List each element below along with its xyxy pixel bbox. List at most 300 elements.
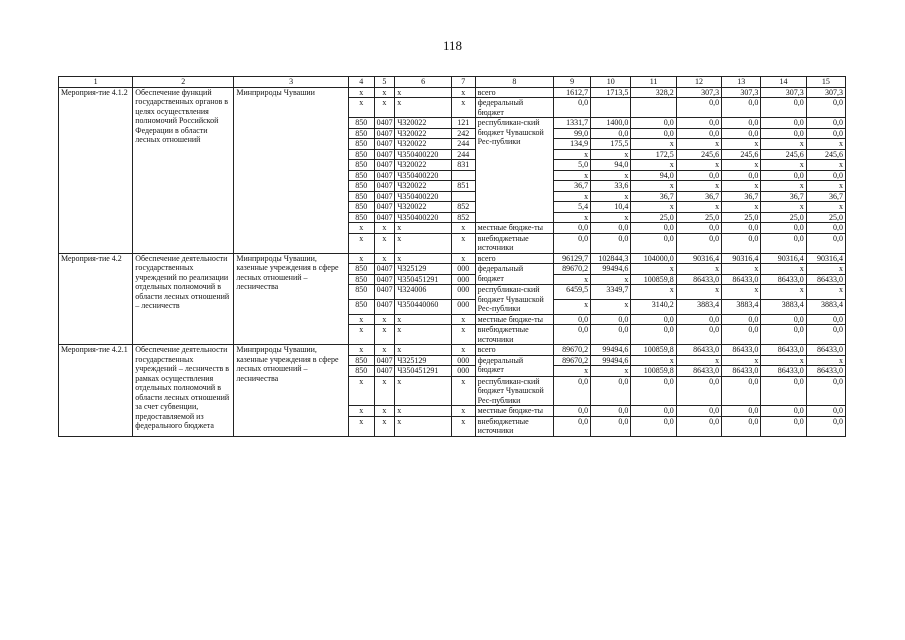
amount-cell: 0,0 xyxy=(761,233,806,253)
amount-cell: 99494,6 xyxy=(591,264,631,275)
amount-cell: x xyxy=(631,181,676,192)
code-cell: Ч320022 xyxy=(395,202,452,213)
amount-cell: 36,7 xyxy=(722,191,761,202)
amount-cell: 1400,0 xyxy=(591,118,631,129)
amount-cell: x xyxy=(554,212,591,223)
code-cell: 0407 xyxy=(374,191,395,202)
header-cell: 12 xyxy=(676,77,721,88)
amount-cell: 0,0 xyxy=(722,223,761,234)
amount-cell: x xyxy=(761,285,806,300)
amount-cell: x xyxy=(722,181,761,192)
funding-source-cell: федеральный бюджет xyxy=(475,98,553,118)
funding-source-cell: всего xyxy=(475,345,553,356)
code-cell xyxy=(451,191,475,202)
code-cell: x xyxy=(395,376,452,406)
amount-cell: x xyxy=(554,274,591,285)
funding-source-cell: республикан-ский бюджет Чувашской Рес-публики xyxy=(475,285,553,315)
amount-cell xyxy=(631,98,676,118)
amount-cell: 0,0 xyxy=(676,314,721,325)
header-cell: 7 xyxy=(451,77,475,88)
amount-cell: 0,0 xyxy=(806,170,845,181)
amount-cell: 0,0 xyxy=(554,325,591,345)
amount-cell: 0,0 xyxy=(591,406,631,417)
header-cell: 11 xyxy=(631,77,676,88)
amount-cell: x xyxy=(722,160,761,171)
code-cell: 850 xyxy=(348,202,374,213)
amount-cell: 0,0 xyxy=(806,98,845,118)
amount-cell: 102844,3 xyxy=(591,253,631,264)
amount-cell: x xyxy=(631,202,676,213)
amount-cell: 0,0 xyxy=(631,233,676,253)
code-cell: x xyxy=(348,376,374,406)
amount-cell: x xyxy=(591,170,631,181)
amount-cell: 0,0 xyxy=(806,314,845,325)
amount-cell: 0,0 xyxy=(722,233,761,253)
budget-table xyxy=(58,76,846,437)
code-cell: x xyxy=(451,253,475,264)
amount-cell: 0,0 xyxy=(722,376,761,406)
code-cell: x xyxy=(374,314,395,325)
code-cell: 244 xyxy=(451,149,475,160)
header-cell: 6 xyxy=(395,77,452,88)
amount-cell: 90316,4 xyxy=(722,253,761,264)
code-cell: 000 xyxy=(451,355,475,366)
amount-cell: x xyxy=(761,202,806,213)
amount-cell: 0,0 xyxy=(806,118,845,129)
code-cell: 000 xyxy=(451,274,475,285)
amount-cell: x xyxy=(591,212,631,223)
table-row xyxy=(59,253,846,264)
amount-cell: 0,0 xyxy=(631,128,676,139)
amount-cell: 0,0 xyxy=(676,376,721,406)
event-number-cell: Мероприя-тие 4.1.2 xyxy=(59,87,133,253)
amount-cell: 0,0 xyxy=(591,223,631,234)
code-cell: 852 xyxy=(451,202,475,213)
code-cell: 0407 xyxy=(374,202,395,213)
event-name-cell: Обеспечение деятельности государственных учреждений – лесничеств в рамках осуществления отдельных полномочий в области лесных отношений за счет субвенции, предоставляемой из федерального бюджета xyxy=(133,345,234,437)
code-cell: 0407 xyxy=(374,160,395,171)
code-cell: 244 xyxy=(451,139,475,150)
code-cell: x xyxy=(374,416,395,436)
code-cell: x xyxy=(374,233,395,253)
amount-cell: x xyxy=(676,285,721,300)
amount-cell: 0,0 xyxy=(554,223,591,234)
header-cell: 4 xyxy=(348,77,374,88)
code-cell: 0407 xyxy=(374,264,395,275)
code-cell: x xyxy=(374,376,395,406)
code-cell: 121 xyxy=(451,118,475,129)
code-cell: 850 xyxy=(348,366,374,377)
header-cell: 13 xyxy=(722,77,761,88)
amount-cell: x xyxy=(591,274,631,285)
amount-cell: x xyxy=(631,285,676,300)
code-cell: x xyxy=(395,87,452,98)
amount-cell: 0,0 xyxy=(676,416,721,436)
header-cell: 1 xyxy=(59,77,133,88)
amount-cell: 0,0 xyxy=(722,98,761,118)
code-cell: x xyxy=(451,325,475,345)
event-number-cell: Мероприя-тие 4.2.1 xyxy=(59,345,133,437)
amount-cell: 3140,2 xyxy=(631,299,676,314)
amount-cell: x xyxy=(722,202,761,213)
code-cell: Ч350451291 xyxy=(395,274,452,285)
code-cell: x xyxy=(374,325,395,345)
code-cell: x xyxy=(395,223,452,234)
amount-cell: 100859,8 xyxy=(631,274,676,285)
amount-cell: 307,3 xyxy=(806,87,845,98)
funding-source-cell: республикан-ский бюджет Чувашской Рес-публики xyxy=(475,118,553,223)
header-cell: 10 xyxy=(591,77,631,88)
code-cell: 850 xyxy=(348,264,374,275)
amount-cell: 0,0 xyxy=(676,233,721,253)
amount-cell: 0,0 xyxy=(722,314,761,325)
amount-cell: x xyxy=(676,160,721,171)
amount-cell: x xyxy=(676,181,721,192)
amount-cell: x xyxy=(676,264,721,275)
amount-cell: 0,0 xyxy=(591,325,631,345)
amount-cell: 245,6 xyxy=(761,149,806,160)
amount-cell: 36,7 xyxy=(554,181,591,192)
amount-cell: 0,0 xyxy=(761,416,806,436)
amount-cell: 175,5 xyxy=(591,139,631,150)
header-cell: 3 xyxy=(234,77,348,88)
code-cell: x xyxy=(348,98,374,118)
code-cell: x xyxy=(451,376,475,406)
code-cell: x xyxy=(451,345,475,356)
amount-cell: 0,0 xyxy=(761,98,806,118)
amount-cell: 0,0 xyxy=(591,128,631,139)
amount-cell: 6459,5 xyxy=(554,285,591,300)
amount-cell: x xyxy=(761,355,806,366)
event-number-cell: Мероприя-тие 4.2 xyxy=(59,253,133,345)
amount-cell: 86433,0 xyxy=(806,345,845,356)
code-cell: x xyxy=(395,233,452,253)
amount-cell: x xyxy=(631,160,676,171)
amount-cell: 245,6 xyxy=(806,149,845,160)
amount-cell: x xyxy=(761,264,806,275)
code-cell: Ч350400220 xyxy=(395,191,452,202)
code-cell: 850 xyxy=(348,191,374,202)
code-cell: Ч320022 xyxy=(395,160,452,171)
code-cell: x xyxy=(348,314,374,325)
code-cell: 850 xyxy=(348,149,374,160)
amount-cell: 3883,4 xyxy=(676,299,721,314)
amount-cell: 307,3 xyxy=(676,87,721,98)
code-cell: 0407 xyxy=(374,285,395,300)
amount-cell: 90316,4 xyxy=(761,253,806,264)
code-cell: x xyxy=(395,416,452,436)
amount-cell: 0,0 xyxy=(591,233,631,253)
table-row xyxy=(59,87,846,98)
code-cell: Ч320022 xyxy=(395,118,452,129)
code-cell xyxy=(451,170,475,181)
amount-cell: 0,0 xyxy=(631,376,676,406)
code-cell: 831 xyxy=(451,160,475,171)
amount-cell: x xyxy=(631,139,676,150)
amount-cell: 0,0 xyxy=(631,223,676,234)
amount-cell: 86433,0 xyxy=(722,345,761,356)
amount-cell: 86433,0 xyxy=(676,274,721,285)
amount-cell: x xyxy=(806,264,845,275)
header-cell: 15 xyxy=(806,77,845,88)
amount-cell: 25,0 xyxy=(806,212,845,223)
amount-cell: 36,7 xyxy=(631,191,676,202)
funding-source-cell: внебюджетные источники xyxy=(475,233,553,253)
code-cell: x xyxy=(374,98,395,118)
amount-cell: 86433,0 xyxy=(676,366,721,377)
amount-cell: 328,2 xyxy=(631,87,676,98)
amount-cell: 0,0 xyxy=(554,98,591,118)
code-cell: x xyxy=(374,406,395,417)
code-cell: x xyxy=(395,406,452,417)
amount-cell: 0,0 xyxy=(676,118,721,129)
amount-cell: 99494,6 xyxy=(591,355,631,366)
amount-cell: 0,0 xyxy=(761,376,806,406)
code-cell: x xyxy=(374,87,395,98)
amount-cell: 0,0 xyxy=(554,314,591,325)
amount-cell: 86433,0 xyxy=(761,274,806,285)
code-cell: 000 xyxy=(451,264,475,275)
amount-cell: x xyxy=(591,149,631,160)
code-cell: x xyxy=(374,253,395,264)
amount-cell: 0,0 xyxy=(722,128,761,139)
amount-cell: 0,0 xyxy=(761,170,806,181)
amount-cell: 0,0 xyxy=(631,314,676,325)
amount-cell: 5,4 xyxy=(554,202,591,213)
code-cell: x xyxy=(348,416,374,436)
amount-cell: 100859,8 xyxy=(631,345,676,356)
table-row xyxy=(59,345,846,356)
code-cell: x xyxy=(451,416,475,436)
amount-cell: 0,0 xyxy=(806,233,845,253)
amount-cell: 25,0 xyxy=(631,212,676,223)
event-name-cell: Обеспечение деятельности государственных учреждений по реализации отдельных полномочий в области лесных отношений – лесничеств xyxy=(133,253,234,345)
amount-cell: 36,7 xyxy=(676,191,721,202)
code-cell: 850 xyxy=(348,170,374,181)
amount-cell: 0,0 xyxy=(631,416,676,436)
code-cell: x xyxy=(451,406,475,417)
code-cell: Ч320022 xyxy=(395,139,452,150)
amount-cell: 99494,6 xyxy=(591,345,631,356)
amount-cell: 0,0 xyxy=(591,416,631,436)
amount-cell: 0,0 xyxy=(806,325,845,345)
code-cell: 850 xyxy=(348,274,374,285)
amount-cell: 1713,5 xyxy=(591,87,631,98)
amount-cell: 0,0 xyxy=(806,406,845,417)
code-cell: x xyxy=(348,87,374,98)
amount-cell: 0,0 xyxy=(761,128,806,139)
code-cell: 242 xyxy=(451,128,475,139)
code-cell: 850 xyxy=(348,355,374,366)
amount-cell: 307,3 xyxy=(722,87,761,98)
amount-cell: 0,0 xyxy=(722,325,761,345)
amount-cell: 0,0 xyxy=(554,416,591,436)
code-cell: x xyxy=(395,345,452,356)
amount-cell: 0,0 xyxy=(722,118,761,129)
amount-cell: 96129,7 xyxy=(554,253,591,264)
amount-cell: x xyxy=(722,285,761,300)
code-cell: Ч325129 xyxy=(395,264,452,275)
amount-cell: 0,0 xyxy=(591,376,631,406)
amount-cell: x xyxy=(631,264,676,275)
code-cell: 0407 xyxy=(374,366,395,377)
amount-cell: 0,0 xyxy=(722,406,761,417)
amount-cell: 0,0 xyxy=(554,376,591,406)
amount-cell: 89670,2 xyxy=(554,264,591,275)
event-name-cell: Обеспечение функций государственных органов в целях осуществления полномочий Российской Федерации в области лесных отношений xyxy=(133,87,234,253)
amount-cell: 86433,0 xyxy=(761,345,806,356)
funding-source-cell: местные бюдже-ты xyxy=(475,223,553,234)
amount-cell: 10,4 xyxy=(591,202,631,213)
code-cell: x xyxy=(348,253,374,264)
amount-cell: 0,0 xyxy=(554,233,591,253)
code-cell: 850 xyxy=(348,118,374,129)
page-number: 118 xyxy=(442,38,463,53)
code-cell: 0407 xyxy=(374,128,395,139)
code-cell: Ч325129 xyxy=(395,355,452,366)
code-cell: Ч350440060 xyxy=(395,299,452,314)
amount-cell: 1612,7 xyxy=(554,87,591,98)
amount-cell: 134,9 xyxy=(554,139,591,150)
code-cell: x xyxy=(348,223,374,234)
amount-cell: x xyxy=(591,191,631,202)
amount-cell: 0,0 xyxy=(631,406,676,417)
header-cell: 9 xyxy=(554,77,591,88)
code-cell: Ч324006 xyxy=(395,285,452,300)
amount-cell: 3883,4 xyxy=(722,299,761,314)
amount-cell: 0,0 xyxy=(761,314,806,325)
amount-cell: 36,7 xyxy=(806,191,845,202)
code-cell: 852 xyxy=(451,212,475,223)
amount-cell: x xyxy=(631,355,676,366)
amount-cell: 5,0 xyxy=(554,160,591,171)
amount-cell xyxy=(591,98,631,118)
amount-cell: 100859,8 xyxy=(631,366,676,377)
executor-cell: Минприроды Чувашии xyxy=(234,87,348,253)
header-cell: 5 xyxy=(374,77,395,88)
amount-cell: x xyxy=(676,139,721,150)
code-cell: 850 xyxy=(348,181,374,192)
code-cell: 851 xyxy=(451,181,475,192)
amount-cell: 0,0 xyxy=(631,325,676,345)
amount-cell: 0,0 xyxy=(591,314,631,325)
amount-cell: 86433,0 xyxy=(722,366,761,377)
amount-cell: x xyxy=(761,181,806,192)
code-cell: 0407 xyxy=(374,170,395,181)
amount-cell: 0,0 xyxy=(761,118,806,129)
amount-cell: x xyxy=(554,170,591,181)
code-cell: 850 xyxy=(348,299,374,314)
code-cell: x xyxy=(374,223,395,234)
amount-cell: x xyxy=(591,366,631,377)
code-cell: 0407 xyxy=(374,149,395,160)
amount-cell: 99,0 xyxy=(554,128,591,139)
amount-cell: 245,6 xyxy=(722,149,761,160)
code-cell: Ч350400220 xyxy=(395,149,452,160)
amount-cell: 104000,0 xyxy=(631,253,676,264)
funding-source-cell: федеральный бюджет xyxy=(475,355,553,376)
funding-source-cell: федеральный бюджет xyxy=(475,264,553,285)
funding-source-cell: внебюджетные источники xyxy=(475,325,553,345)
funding-source-cell: местные бюдже-ты xyxy=(475,314,553,325)
amount-cell: x xyxy=(722,355,761,366)
code-cell: x xyxy=(395,253,452,264)
code-cell: 000 xyxy=(451,366,475,377)
amount-cell: 0,0 xyxy=(676,325,721,345)
amount-cell: x xyxy=(806,202,845,213)
code-cell: x xyxy=(348,233,374,253)
amount-cell: x xyxy=(722,264,761,275)
amount-cell: x xyxy=(761,160,806,171)
code-cell: 850 xyxy=(348,139,374,150)
amount-cell: 0,0 xyxy=(806,128,845,139)
amount-cell: 86433,0 xyxy=(806,366,845,377)
code-cell: 0407 xyxy=(374,181,395,192)
amount-cell: 25,0 xyxy=(722,212,761,223)
code-cell: 850 xyxy=(348,285,374,300)
code-cell: x xyxy=(451,233,475,253)
amount-cell: x xyxy=(554,149,591,160)
code-cell: x xyxy=(451,223,475,234)
header-cell: 8 xyxy=(475,77,553,88)
code-cell: Ч320022 xyxy=(395,181,452,192)
header-cell: 2 xyxy=(133,77,234,88)
code-cell: 0407 xyxy=(374,212,395,223)
amount-cell: 0,0 xyxy=(676,128,721,139)
amount-cell: x xyxy=(806,285,845,300)
amount-cell: 0,0 xyxy=(676,406,721,417)
amount-cell: 0,0 xyxy=(722,416,761,436)
amount-cell: 1331,7 xyxy=(554,118,591,129)
amount-cell: 94,0 xyxy=(631,170,676,181)
code-cell: 000 xyxy=(451,285,475,300)
code-cell: 0407 xyxy=(374,139,395,150)
code-cell: x xyxy=(451,98,475,118)
amount-cell: 3883,4 xyxy=(761,299,806,314)
amount-cell: x xyxy=(554,299,591,314)
amount-cell: 90316,4 xyxy=(806,253,845,264)
code-cell: x xyxy=(395,314,452,325)
funding-source-cell: местные бюдже-ты xyxy=(475,406,553,417)
header-cell: 14 xyxy=(761,77,806,88)
amount-cell: 0,0 xyxy=(761,406,806,417)
funding-source-cell: внебюджетные источники xyxy=(475,416,553,436)
amount-cell: 3349,7 xyxy=(591,285,631,300)
amount-cell: 0,0 xyxy=(676,170,721,181)
code-cell: x xyxy=(395,325,452,345)
code-cell: Ч320022 xyxy=(395,128,452,139)
code-cell: 0407 xyxy=(374,299,395,314)
amount-cell: 0,0 xyxy=(761,325,806,345)
amount-cell: 0,0 xyxy=(722,170,761,181)
amount-cell: x xyxy=(554,366,591,377)
code-cell: Ч350451291 xyxy=(395,366,452,377)
amount-cell: 172,5 xyxy=(631,149,676,160)
amount-cell: 25,0 xyxy=(676,212,721,223)
amount-cell: 90316,4 xyxy=(676,253,721,264)
amount-cell: x xyxy=(806,160,845,171)
code-cell: Ч350400220 xyxy=(395,212,452,223)
amount-cell: 0,0 xyxy=(676,223,721,234)
code-cell: Ч350400220 xyxy=(395,170,452,181)
code-cell: x xyxy=(348,345,374,356)
code-cell: x xyxy=(395,98,452,118)
executor-cell: Минприроды Чувашии, казенные учреждения в сфере лесных отношений – лесничества xyxy=(234,253,348,345)
amount-cell: 0,0 xyxy=(631,118,676,129)
amount-cell: 86433,0 xyxy=(806,274,845,285)
amount-cell: 0,0 xyxy=(554,406,591,417)
amount-cell: 94,0 xyxy=(591,160,631,171)
